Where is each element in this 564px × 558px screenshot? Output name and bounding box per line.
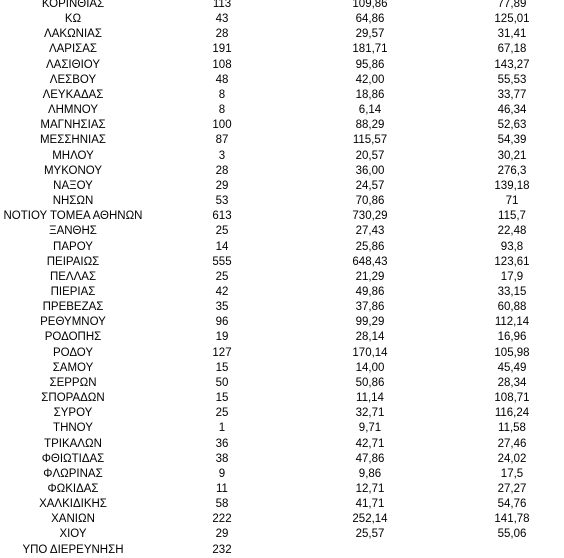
region-cell: ΛΕΥΚΑΔΑΣ [42,88,104,101]
average-cell: 88,29 [355,119,385,132]
average-cell: 42,71 [355,437,385,450]
table-row [0,133,564,148]
region-cell: ΛΑΡΙΣΑΣ [48,43,98,56]
region-cell: ΚΟΡΙΝΘΙΑΣ [41,0,105,10]
region-cell: ΡΕΘΥΜΝΟΥ [40,316,106,329]
cases-cell: 28 [215,164,229,177]
region-cell: ΣΕΡΡΩΝ [49,376,97,389]
incidence-cell: 77,89 [497,0,527,10]
region-cell: ΥΠΟ ΔΙΕΡΕΥΝΗΣΗ [22,543,124,556]
average-cell: 11,14 [356,392,384,405]
cases-cell: 35 [215,301,229,314]
region-cell: ΤΗΝΟΥ [53,422,93,435]
cases-cell: 87 [215,134,229,147]
table-row [0,240,564,255]
incidence-cell: 55,06 [497,528,527,541]
average-cell: 252,14 [352,513,388,526]
table-row [0,527,564,542]
average-cell: 115,57 [352,134,388,147]
cases-cell: 38 [215,452,229,465]
region-cell: ΝΗΣΩΝ [52,195,94,208]
incidence-cell: 125,01 [494,13,530,26]
table-row [0,300,564,315]
table-row [0,255,564,270]
average-cell: 6,14 [358,104,382,117]
cases-cell: 9 [218,467,226,480]
table-row [0,164,564,179]
cases-cell: 1 [218,422,226,435]
incidence-cell: 105,98 [494,346,530,359]
cases-cell: 58 [215,498,229,511]
table-row [0,12,564,27]
cases-cell: 28 [215,28,229,41]
average-cell: 25,86 [355,240,385,253]
incidence-cell: 17,9 [500,270,524,283]
cases-cell: 613 [212,210,232,223]
table-row [0,406,564,421]
average-cell: 28,14 [355,331,385,344]
average-cell: 181,71 [352,43,388,56]
region-cell: ΣΠΟΡΑΔΩΝ [41,392,105,405]
cases-cell: 14 [215,240,229,253]
table-row [0,285,564,300]
region-cell: ΝΟΤΙΟΥ ΤΟΜΕΑ ΑΘΗΝΩΝ [3,210,143,223]
region-cell: ΛΑΚΩΝΙΑΣ [44,28,102,41]
cases-cell: 191 [212,43,232,56]
incidence-cell: 45,49 [497,361,527,374]
cases-cell: 232 [212,543,232,556]
average-cell: 41,71 [355,498,385,511]
table-row [0,88,564,103]
table-row [0,209,564,224]
cases-cell: 29 [215,528,229,541]
average-cell: 25,57 [355,528,385,541]
region-cell: ΦΩΚΙΔΑΣ [47,483,99,495]
incidence-cell: 46,34 [497,104,527,117]
region-cell: ΜΥΚΟΝΟΥ [43,164,103,177]
average-cell: 9,86 [358,467,382,480]
incidence-cell: 31,41 [497,28,527,41]
cases-cell: 113 [212,0,232,10]
cases-cell: 15 [215,392,229,405]
table-row [0,346,564,361]
average-cell: 95,86 [355,58,385,71]
average-cell: 64,86 [355,13,385,26]
incidence-cell: 143,27 [494,58,530,71]
table-row [0,58,564,73]
average-cell: 14,00 [355,361,385,374]
incidence-cell: 33,77 [497,88,527,101]
table-row [0,315,564,330]
cases-cell: 48 [215,73,229,86]
cases-cell: 11 [216,483,228,495]
region-cell: ΦΛΩΡΙΝΑΣ [43,467,103,480]
cases-cell: 100 [212,119,232,132]
incidence-cell: 33,15 [497,285,527,298]
average-cell: 36,00 [355,164,385,177]
table-row [0,330,564,345]
region-cell: ΤΡΙΚΑΛΩΝ [44,437,102,450]
average-cell: 648,43 [352,255,388,268]
average-cell: 99,29 [355,316,385,329]
table-row [0,543,564,558]
region-cell: ΠΕΙΡΑΙΩΣ [46,255,100,268]
table-row [0,270,564,285]
incidence-cell: 27,27 [497,483,527,495]
cases-cell: 25 [215,270,229,283]
region-cell: ΚΩ [64,13,82,26]
incidence-cell: 108,71 [494,392,530,405]
region-cell: ΠΡΕΒΕΖΑΣ [42,301,104,314]
table-row [0,452,564,467]
incidence-cell: 141,78 [494,513,530,526]
incidence-cell: 28,34 [497,376,527,389]
table-row [0,437,564,452]
incidence-cell: 123,61 [494,255,530,268]
average-cell: 20,57 [355,149,385,162]
incidence-cell: 93,8 [500,240,524,253]
table-row [0,0,564,12]
region-cell: ΞΑΝΘΗΣ [49,225,97,238]
region-cell: ΝΑΞΟΥ [53,179,93,192]
average-cell: 49,86 [355,285,385,298]
region-cell: ΧΑΛΚΙΔΙΚΗΣ [39,498,107,511]
average-cell: 109,86 [352,0,388,10]
table-row [0,421,564,436]
incidence-cell: 115,7 [498,210,526,223]
incidence-cell: 24,02 [497,452,527,465]
table-row [0,103,564,118]
incidence-cell: 16,96 [497,331,527,344]
cases-cell: 96 [215,316,229,329]
average-cell: 9,71 [358,422,382,435]
incidence-cell: 11,58 [498,422,526,435]
region-cell: ΠΙΕΡΙΑΣ [50,285,96,298]
table-row [0,224,564,239]
cases-cell: 15 [215,361,229,374]
average-cell: 47,86 [355,452,385,465]
cases-cell: 29 [215,179,229,192]
region-cell: ΛΕΣΒΟΥ [49,73,97,86]
table-row [0,376,564,391]
table-row [0,27,564,42]
region-cell: ΧΙΟΥ [59,528,87,541]
cases-cell: 222 [212,513,232,526]
table-row [0,149,564,164]
cases-cell: 19 [215,331,229,344]
cases-cell: 555 [212,255,232,268]
region-cell: ΛΗΜΝΟΥ [47,104,99,117]
table-row [0,482,564,497]
cases-cell: 8 [218,104,226,117]
incidence-cell: 139,18 [494,179,530,192]
incidence-cell: 55,53 [497,73,527,86]
table-row [0,361,564,376]
cases-cell: 127 [212,346,232,359]
incidence-cell: 52,63 [497,119,527,132]
cases-cell: 43 [215,13,229,26]
incidence-cell: 27,46 [497,437,527,450]
average-cell: 27,43 [355,225,385,238]
cases-cell: 3 [218,149,226,162]
region-cell: ΡΟΔΟΥ [52,346,94,359]
incidence-cell: 276,3 [497,164,527,177]
table-row [0,467,564,482]
incidence-cell: 112,14 [494,316,530,329]
average-cell: 24,57 [355,179,385,192]
region-cell: ΦΘΙΩΤΙΔΑΣ [41,452,105,465]
region-cell: ΧΑΝΙΩΝ [51,513,95,526]
average-cell: 37,86 [355,301,385,314]
cases-cell: 53 [215,195,229,208]
average-cell: 42,00 [355,73,385,86]
cases-cell: 8 [218,88,226,101]
incidence-cell: 17,5 [500,467,524,480]
cases-cell: 25 [215,407,229,420]
average-cell: 70,86 [355,195,385,208]
region-cell: ΜΕΣΣΗΝΙΑΣ [39,134,107,147]
cases-cell: 36 [215,437,229,450]
table-row [0,73,564,88]
region-cell: ΠΑΡΟΥ [53,240,93,253]
table-row [0,497,564,512]
average-cell: 21,29 [355,270,385,283]
incidence-cell: 22,48 [497,225,527,238]
incidence-cell: 54,76 [497,498,527,511]
incidence-cell: 60,88 [497,301,527,314]
incidence-cell: 116,24 [494,407,530,420]
region-cell: ΣΑΜΟΥ [52,361,94,374]
region-cell: ΛΑΣΙΘΙΟΥ [45,58,101,71]
incidence-cell: 71 [505,195,519,208]
table-row [0,194,564,209]
incidence-cell: 67,18 [497,43,527,56]
average-cell: 170,14 [352,346,388,359]
region-cell: ΡΟΔΟΠΗΣ [44,331,102,344]
region-cell: ΜΑΓΝΗΣΙΑΣ [40,119,106,132]
table-row [0,118,564,133]
average-cell: 730,29 [352,210,388,223]
table-row [0,179,564,194]
cases-cell: 42 [215,285,229,298]
region-cell: ΜΗΛΟΥ [52,149,94,162]
table-row [0,512,564,527]
average-cell: 12,71 [355,483,385,495]
cases-cell: 50 [215,376,229,389]
average-cell: 32,71 [355,407,385,420]
average-cell: 50,86 [355,376,385,389]
cases-cell: 108 [212,58,232,71]
table-row [0,42,564,57]
region-cell: ΠΕΛΛΑΣ [49,270,97,283]
table-row [0,391,564,406]
average-cell: 18,86 [355,88,385,101]
average-cell: 29,57 [355,28,385,41]
incidence-cell: 54,39 [497,134,527,147]
region-cell: ΣΥΡΟΥ [53,407,93,420]
cases-cell: 25 [215,225,229,238]
incidence-cell: 30,21 [497,149,527,162]
